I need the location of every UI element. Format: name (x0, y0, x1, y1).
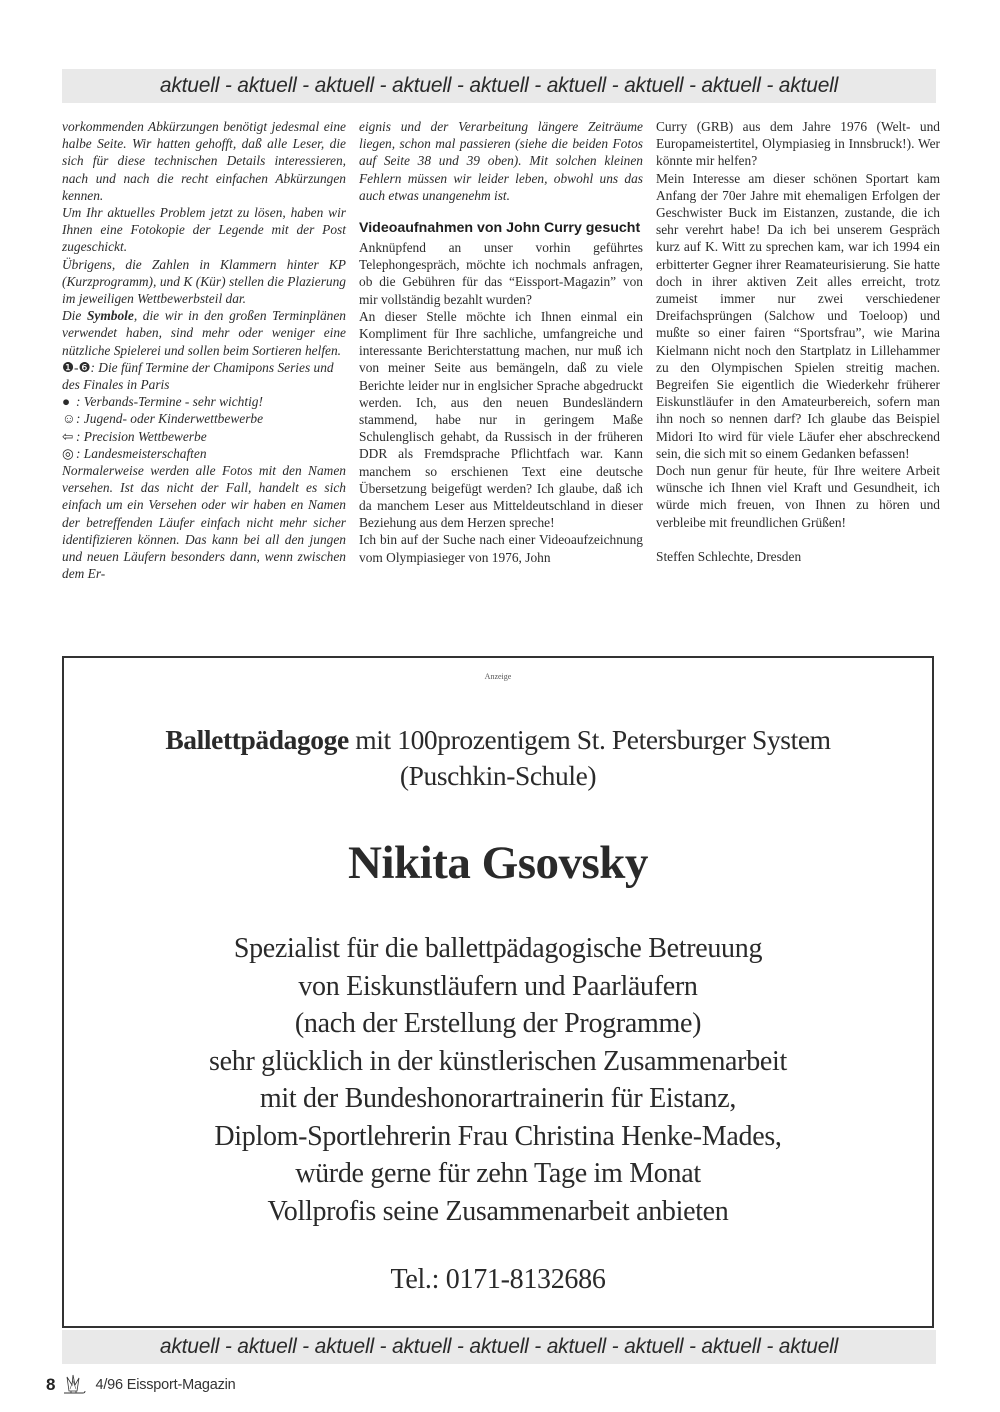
ad-headline-line2: (Puschkin-Schule) (399, 760, 597, 791)
arrow-left-icon: ⇦ (62, 428, 74, 444)
paragraph: Normalerweise werden alle Fotos mit den Namen versehen. Ist das nicht der Fall, handelt es sich einfach um ein Versehen oder wir haben en Namen der betreffenden Läufer einfach nicht mehr sicher identifizieren können. Das kann bei all den jungen und neuen Läufern besonders dann, wenn zwischen dem Er- (62, 463, 346, 582)
paragraph: Um Ihr aktuelles Problem jetzt zu lösen, haben wir Ihnen eine Fotokopie der Legende mit der Post zugeschickt. (62, 205, 346, 255)
ad-body-line: Spezialist für die ballettpädagogische Betreuung (233, 933, 763, 964)
ad-headline-bold: Ballettpädagoge (165, 724, 349, 755)
skater-logo-icon (61, 1373, 87, 1397)
page-number: 8 (46, 1375, 56, 1394)
ad-headline: Ballettpädagoge mit 100prozentigem St. Petersburger System (Puschkin-Schule) (64, 722, 932, 794)
paragraph: Curry (GRB) aus dem Jahre 1976 (Welt- und Europameistertitel, Olympiasieg in Innsbruck!). Wer könnte mir helfen? (656, 119, 940, 169)
advertisement-box (62, 656, 934, 1328)
ad-body-line: sehr glücklich in der künstlerischen Zusammenarbeit (209, 1045, 787, 1077)
ad-body (64, 930, 932, 1230)
symbols-term: Symbole (86, 308, 134, 324)
paragraph: Übrigens, die Zahlen in Klammern hinter KP (Kurzprogramm), und K (Kür) stellen die Plazierung im jeweiligen Wettbewerbsteil dar. (62, 256, 346, 307)
column-2 (359, 118, 643, 566)
ad-body-line: mit der Bundeshonorartrainerin für Eistanz, (259, 1083, 737, 1114)
symbols-paragraph: Die Symbole, die wir in den großen Terminplänen verwendet haben, sind mehr oder weniger eine nützliche Spielerei und sollen beim Sortieren helfen. (62, 308, 347, 358)
legend-item: ⇦ : Precision Wettbewerbe (62, 428, 207, 444)
ad-label: Anzeige (484, 672, 512, 681)
ad-phone: Tel.: 0171-8132686 (390, 1264, 606, 1295)
column-3 (656, 118, 940, 565)
bomb-icon: ● (62, 394, 71, 410)
ad-name: Nikita Gsovsky (348, 837, 648, 889)
banner-top: aktuell - aktuell - aktuell - aktuell - aktuell - aktuell - aktuell - aktuell - aktuell (62, 69, 936, 103)
paragraph: Anknüpfend an unser vorhin geführtes Telephongespräch, möchte ich nochmals anfragen, ob die Gebühren für das “Eissport-Magazin” von mir vollständig bezahlt wurden? (359, 240, 643, 307)
page-footer (46, 1373, 236, 1397)
paragraph: vorkommenden Abkürzungen benötigt jedesmal eine halbe Seite. Wir hatten gehofft, daß alle Leser, die sich für diese technischen Details interessieren, nach und nach die recht einfachen Abkürzungen kennen. (62, 119, 346, 203)
ad-body-line: (nach der Erstellung der Programme) (294, 1008, 702, 1039)
paragraph: Doch nun genur für heute, für Ihre weitere Arbeit wünsche ich Ihnen viel Kraft und Gesundheit, ich würde mich freuen, von Ihnen zu hören und verbleibe mit freundlichen Grüßen! (656, 463, 940, 530)
column-1 (62, 118, 346, 582)
paragraph: An dieser Stelle möchte ich Ihnen einmal ein Kompliment für Ihre sachliche, umfangreiche und interessante Berichterstattung machen, nur muß ich von meiner Seite aus bemängeln, daß zu viele Berichte leider nur in englsicher Sprache abgedruckt werden. Ich, aus den neuen Bundesländern stammend, habe nur in geringem Maße Schulenglisch gehabt, da Russisch in der früheren DDR als Fremdsprache Pflichtfach war. Kann manchem so erschienen Text eine deutsche Übersetzung beigefügt werden? Ich glaube, daß ich da manchem Leser aus Mitteldeutschland in dieser Beziehung aus dem Herzen spreche! (359, 308, 643, 531)
article-heading: Videoaufnahmen von John Curry gesucht (359, 220, 641, 237)
legend-item: ● : Verbands-Termine - sehr wichtig! (62, 394, 263, 410)
paragraph: Ich bin auf der Suche nach einer Videoaufzeichnung vom Olympiasieger von 1976, John (359, 532, 643, 565)
publication-name: 4/96 Eissport-Magazin (95, 1377, 236, 1393)
ad-body-line: würde gerne für zehn Tage im Monat (295, 1158, 701, 1189)
legend-item: ❶-❻: Die fünf Termine der Chamipons Series und des Finales in Paris (62, 359, 334, 393)
legend-item: ☺: Jugend- oder Kinderwettbewerbe (62, 411, 264, 427)
signature: Steffen Schlechte, Dresden (656, 548, 802, 564)
banner-bottom: aktuell - aktuell - aktuell - aktuell - aktuell - aktuell - aktuell - aktuell - aktuell (62, 1330, 936, 1364)
smiley-icon: ☺ (62, 411, 76, 427)
legend-item: ◎ : Landesmeisterschaften (62, 445, 207, 461)
ad-body-line: von Eiskunstläufern und Paarläufern (298, 970, 698, 1002)
paragraph: Mein Interesse am dieser schönen Sportart kam Anfang der 70er Jahre mit ehemaligen Erfolgen der Geschwister Buck im Eistanzen, zustande, die ich sehr verehrt habe! Da ich bei unserem Gespräch kurz auf K. Witt zu sprechen kam, war ich 1994 ein erbitterter Gegner ihrer Reamateurisierung. Sie hatte doch in ihrer aktiven Zeit alles erreicht, trotz zumeist immer nur zwei verschiedener Dreifachsprüngen (Salchow und Toeloop) und mußte so einer fairen “Sportsfrau”, wie Marina Kielmann nicht noch den Startplatz in Lillehammer zu den Olympischen Spielen streitig machen. Begreifen Sie eigentlich die Wiederkehr früherer Eiskunstläufer in den Amateurbereich, sofern man ihn noch so nennen darf? Ich glaube das Beispiel Midori Ito wird für viele Läufer eher abschreckend sein, die sich mit so einem Gedanken befassen! (656, 170, 940, 461)
numbered-circles-icon: ❶-❻ (62, 359, 91, 375)
target-icon: ◎ (62, 445, 74, 461)
ad-body-line: Diplom-Sportlehrerin Frau Christina Henke-Mades, (214, 1120, 782, 1152)
paragraph: eignis und der Verarbeitung längere Zeiträume liegen, schon mal passieren (siehe die beiden Fotos auf Seite 38 und 39 oben). Mit solchen kleinen Fehlern müssen wir leider leben, obwohl uns das auch etwas unangenehm ist. (359, 119, 643, 203)
ad-body-line: Vollprofis seine Zusammenarbeit anbieten (267, 1195, 729, 1227)
